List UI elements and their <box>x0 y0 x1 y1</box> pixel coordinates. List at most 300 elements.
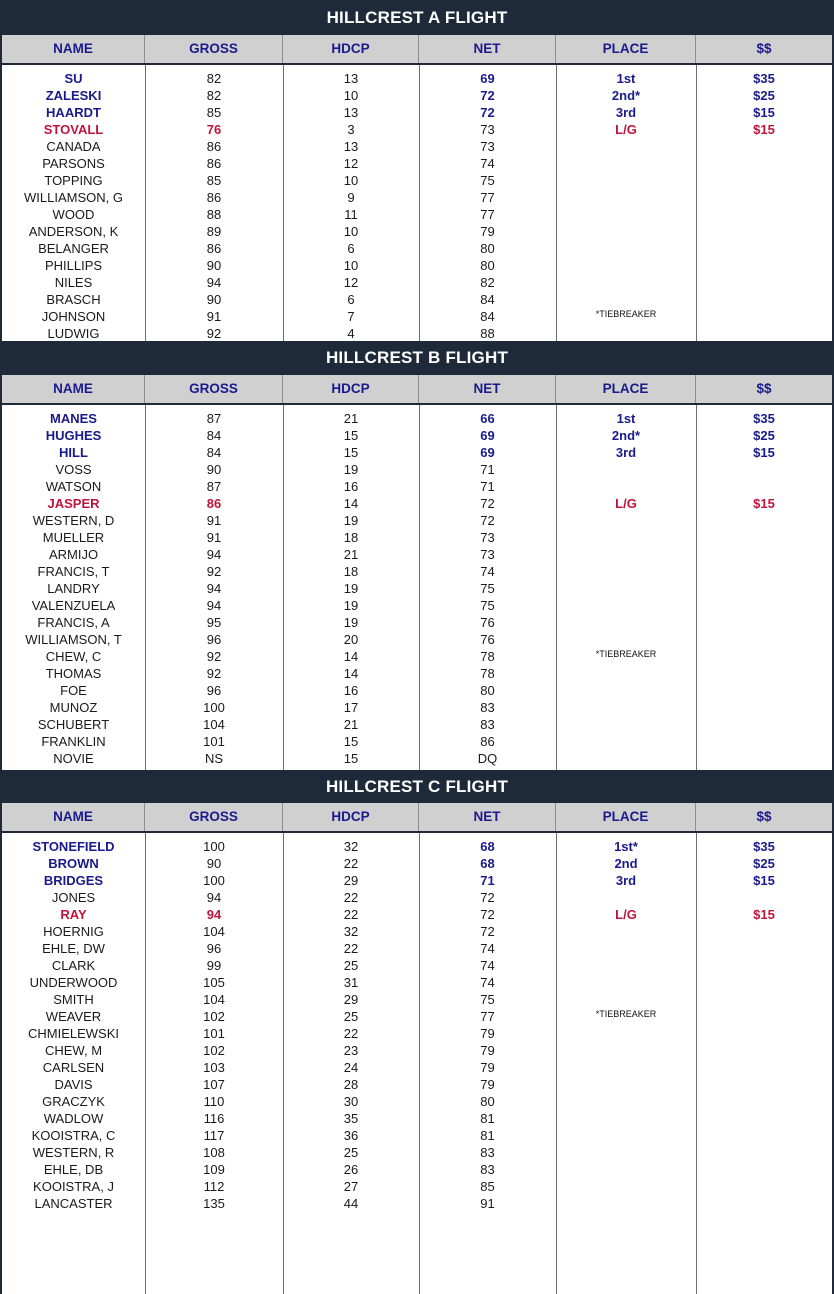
cell-net: 71 <box>480 479 495 494</box>
cell-name: GRACZYK <box>42 1094 105 1109</box>
cell-hdcp: 19 <box>343 581 359 596</box>
cell-net: 74 <box>480 958 495 973</box>
cell-prize <box>696 240 832 257</box>
cell-net: 84 <box>480 292 495 307</box>
cell-name: SMITH <box>53 992 94 1007</box>
cell-name: FRANCIS, A <box>37 615 110 630</box>
cell-net: 75 <box>480 598 495 613</box>
cell-name: ARMIJO <box>48 547 99 562</box>
cell-net: 83 <box>480 700 495 715</box>
cell-hdcp: 22 <box>343 907 359 922</box>
cell-net: 77 <box>480 1009 495 1024</box>
cell-name: VALENZUELA <box>31 598 116 613</box>
cell-net: 79 <box>480 1026 495 1041</box>
cell-gross: 94 <box>206 907 222 922</box>
cell-gross: 86 <box>206 241 222 256</box>
cell-net: 75 <box>480 581 495 596</box>
cell-net: 83 <box>480 1145 495 1160</box>
cell-hdcp: 30 <box>343 1094 359 1109</box>
cell-prize <box>696 325 832 342</box>
cell-name: WILLIAMSON, T <box>25 632 122 647</box>
cell-place: 1st <box>616 411 636 426</box>
cell-place <box>556 1042 696 1059</box>
cell-prize <box>696 563 832 580</box>
cell-net: 79 <box>480 1060 495 1075</box>
cell-place <box>556 223 696 240</box>
cell-net: 75 <box>480 173 495 188</box>
flight-title: HILLCREST B FLIGHT <box>0 341 834 375</box>
cell-gross: 103 <box>203 1060 225 1075</box>
cell-name: BROWN <box>48 856 99 871</box>
cell-prize <box>696 274 832 291</box>
rows-container <box>2 410 832 767</box>
cell-net: 74 <box>480 975 495 990</box>
cell-place: 3rd <box>615 105 637 120</box>
cell-gross: 89 <box>206 224 222 239</box>
cell-place <box>556 733 696 750</box>
cell-gross: 96 <box>206 941 222 956</box>
cell-gross: 85 <box>206 173 222 188</box>
column-header-net: NET <box>419 375 556 403</box>
cell-gross: 92 <box>206 564 222 579</box>
table-row <box>2 189 832 206</box>
cell-hdcp: 27 <box>343 1179 359 1194</box>
table-row <box>2 1093 832 1110</box>
cell-name: LANCASTER <box>34 1196 113 1211</box>
cell-gross: 107 <box>203 1077 225 1092</box>
cell-hdcp: 25 <box>343 1145 359 1160</box>
column-header-place: PLACE <box>556 35 696 63</box>
table-row <box>2 750 832 767</box>
cell-place: L/G <box>615 496 637 511</box>
cell-place <box>556 614 696 631</box>
cell-gross: 85 <box>206 105 222 120</box>
column-header-row <box>2 35 832 65</box>
cell-prize: $25 <box>753 88 775 103</box>
cell-name: LUDWIG <box>47 326 100 341</box>
cell-name: KOOISTRA, C <box>31 1128 116 1143</box>
cell-place <box>556 631 696 648</box>
cell-name: JASPER <box>47 496 100 511</box>
table-row <box>2 597 832 614</box>
cell-place: L/G <box>615 907 637 922</box>
table-row <box>2 495 832 512</box>
table-row <box>2 512 832 529</box>
cell-place <box>556 257 696 274</box>
cell-prize <box>696 733 832 750</box>
cell-place <box>556 940 696 957</box>
cell-gross: 90 <box>206 292 222 307</box>
cell-net: 80 <box>480 258 495 273</box>
cell-hdcp: 25 <box>343 958 359 973</box>
table-row <box>2 872 832 889</box>
cell-hdcp: 10 <box>343 258 359 273</box>
cell-name: PHILLIPS <box>44 258 103 273</box>
table-row <box>2 308 832 325</box>
cell-prize: $35 <box>753 411 775 426</box>
cell-gross: NS <box>204 751 224 766</box>
cell-gross: 104 <box>203 924 225 939</box>
cell-place <box>556 206 696 223</box>
cell-prize <box>696 1144 832 1161</box>
cell-name: FOE <box>60 683 87 698</box>
cell-place <box>556 325 696 342</box>
table-row <box>2 257 832 274</box>
cell-hdcp: 6 <box>347 292 355 307</box>
cell-hdcp: 25 <box>343 1009 359 1024</box>
table-row <box>2 478 832 495</box>
cell-net: 75 <box>480 992 495 1007</box>
column-header-gross: GROSS <box>145 375 283 403</box>
cell-place <box>556 1178 696 1195</box>
column-header-prize: $$ <box>756 381 772 396</box>
cell-place <box>556 546 696 563</box>
flight-title: HILLCREST A FLIGHT <box>0 0 834 35</box>
cell-place <box>556 957 696 974</box>
column-header-prize: $$ <box>756 41 772 56</box>
cell-net: 72 <box>480 907 495 922</box>
table-row <box>2 291 832 308</box>
table-row <box>2 1161 832 1178</box>
cell-name: FRANCIS, T <box>37 564 110 579</box>
column-header-hdcp: HDCP <box>283 803 419 831</box>
table-row <box>2 838 832 855</box>
cell-hdcp: 22 <box>343 856 359 871</box>
cell-place: L/G <box>615 122 637 137</box>
cell-net: 77 <box>480 207 495 222</box>
cell-place: 1st <box>616 71 636 86</box>
cell-hdcp: 29 <box>343 992 359 1007</box>
cell-net: 79 <box>480 224 495 239</box>
cell-prize <box>696 546 832 563</box>
cell-place <box>556 172 696 189</box>
cell-name: HUGHES <box>45 428 102 443</box>
cell-net: 68 <box>480 856 495 871</box>
cell-hdcp: 14 <box>343 649 359 664</box>
cell-name: CARLSEN <box>42 1060 105 1075</box>
cell-gross: 90 <box>206 258 222 273</box>
cell-place <box>556 529 696 546</box>
cell-place <box>556 1110 696 1127</box>
cell-name: EHLE, DB <box>43 1162 104 1177</box>
cell-name: WILLIAMSON, G <box>24 190 123 205</box>
cell-hdcp: 24 <box>343 1060 359 1075</box>
cell-prize <box>696 716 832 733</box>
table-row <box>2 940 832 957</box>
cell-gross: 100 <box>203 839 225 854</box>
cell-place <box>556 1025 696 1042</box>
cell-prize: $15 <box>753 445 775 460</box>
cell-name: CHEW, M <box>44 1043 103 1058</box>
cell-net: 72 <box>480 496 495 511</box>
cell-place <box>556 461 696 478</box>
table-row <box>2 1110 832 1127</box>
cell-prize <box>696 991 832 1008</box>
tiebreaker-note: *TIEBREAKER <box>595 1009 657 1019</box>
cell-hdcp: 10 <box>343 224 359 239</box>
table-row <box>2 1008 832 1025</box>
cell-net: 73 <box>480 547 495 562</box>
cell-hdcp: 18 <box>343 564 359 579</box>
cell-hdcp: 26 <box>343 1162 359 1177</box>
cell-prize <box>696 1008 832 1025</box>
cell-net: 72 <box>480 924 495 939</box>
cell-net: 76 <box>480 632 495 647</box>
cell-gross: 96 <box>206 683 222 698</box>
cell-net: 86 <box>480 734 495 749</box>
cell-name: WESTERN, D <box>32 513 115 528</box>
table-row <box>2 1059 832 1076</box>
cell-prize <box>696 648 832 665</box>
column-header-row <box>2 803 832 833</box>
cell-gross: 91 <box>206 530 222 545</box>
cell-prize <box>696 461 832 478</box>
cell-prize <box>696 597 832 614</box>
column-header-place: PLACE <box>556 375 696 403</box>
cell-net: 79 <box>480 1077 495 1092</box>
cell-name: MUELLER <box>42 530 105 545</box>
cell-name: BELANGER <box>38 241 109 256</box>
cell-prize <box>696 940 832 957</box>
cell-net: 85 <box>480 1179 495 1194</box>
cell-prize: $15 <box>753 105 775 120</box>
cell-name: MUNOZ <box>49 700 98 715</box>
table-row <box>2 923 832 940</box>
cell-net: 73 <box>480 530 495 545</box>
table-row <box>2 580 832 597</box>
cell-name: HAARDT <box>46 105 101 120</box>
cell-name: WATSON <box>45 479 102 494</box>
cell-hdcp: 22 <box>343 941 359 956</box>
cell-gross: 94 <box>206 275 222 290</box>
cell-gross: 104 <box>203 717 225 732</box>
cell-hdcp: 22 <box>343 1026 359 1041</box>
table-row <box>2 529 832 546</box>
cell-hdcp: 11 <box>344 207 358 222</box>
cell-prize <box>696 1025 832 1042</box>
cell-net: 72 <box>480 105 495 120</box>
cell-place <box>556 155 696 172</box>
cell-prize <box>696 1042 832 1059</box>
cell-prize <box>696 172 832 189</box>
cell-gross: 101 <box>203 1026 225 1041</box>
cell-prize <box>696 750 832 767</box>
cell-hdcp: 19 <box>343 513 359 528</box>
table-row <box>2 444 832 461</box>
cell-net: 80 <box>480 1094 495 1109</box>
cell-hdcp: 12 <box>343 275 359 290</box>
cell-net: 82 <box>480 275 495 290</box>
cell-prize <box>696 1110 832 1127</box>
cell-place <box>556 665 696 682</box>
cell-prize <box>696 1076 832 1093</box>
cell-gross: 92 <box>206 649 222 664</box>
flight-section <box>0 770 834 1294</box>
cell-gross: 86 <box>206 496 222 511</box>
cell-gross: 76 <box>206 122 222 137</box>
column-header-row <box>2 375 832 405</box>
cell-name: CHMIELEWSKI <box>27 1026 119 1041</box>
cell-gross: 135 <box>203 1196 225 1211</box>
cell-place <box>556 1059 696 1076</box>
cell-name: WESTERN, R <box>32 1145 115 1160</box>
cell-hdcp: 19 <box>343 615 359 630</box>
cell-place <box>556 1076 696 1093</box>
cell-gross: 94 <box>206 581 222 596</box>
cell-place <box>556 923 696 940</box>
cell-hdcp: 14 <box>343 496 359 511</box>
cell-net: 68 <box>480 839 495 854</box>
cell-place <box>556 274 696 291</box>
cell-name: HOERNIG <box>43 924 104 939</box>
cell-place: 3rd <box>615 445 637 460</box>
cell-net: 74 <box>480 564 495 579</box>
table-row <box>2 1127 832 1144</box>
table-row <box>2 889 832 906</box>
cell-prize <box>696 1161 832 1178</box>
cell-net: 83 <box>480 1162 495 1177</box>
cell-hdcp: 3 <box>347 122 355 137</box>
cell-place <box>556 991 696 1008</box>
cell-net: 79 <box>480 1043 495 1058</box>
cell-gross: 99 <box>206 958 222 973</box>
table-row <box>2 461 832 478</box>
cell-place <box>556 889 696 906</box>
cell-hdcp: 18 <box>343 530 359 545</box>
cell-prize <box>696 889 832 906</box>
cell-hdcp: 16 <box>343 683 359 698</box>
cell-net: 81 <box>480 1111 495 1126</box>
cell-net: 78 <box>480 666 495 681</box>
cell-hdcp: 28 <box>343 1077 359 1092</box>
cell-hdcp: 14 <box>343 666 359 681</box>
table-row <box>2 563 832 580</box>
cell-gross: 91 <box>206 513 222 528</box>
cell-prize <box>696 699 832 716</box>
cell-gross: 109 <box>203 1162 225 1177</box>
cell-net: 66 <box>480 411 495 426</box>
rows-container <box>2 838 832 1212</box>
cell-hdcp: 10 <box>343 173 359 188</box>
cell-net: 74 <box>480 156 495 171</box>
results-table <box>2 405 832 800</box>
cell-gross: 104 <box>203 992 225 1007</box>
cell-gross: 88 <box>206 207 222 222</box>
cell-hdcp: 6 <box>347 241 355 256</box>
cell-hdcp: 36 <box>343 1128 359 1143</box>
cell-net: 73 <box>480 139 495 154</box>
cell-place: 2nd* <box>611 88 641 103</box>
cell-net: 81 <box>480 1128 495 1143</box>
cell-name: MANES <box>50 411 97 426</box>
cell-net: 74 <box>480 941 495 956</box>
cell-name: STONEFIELD <box>32 839 115 854</box>
cell-place <box>556 750 696 767</box>
cell-name: KOOISTRA, J <box>33 1179 114 1194</box>
cell-place <box>556 138 696 155</box>
table-row <box>2 974 832 991</box>
table-row <box>2 1144 832 1161</box>
cell-name: FRANKLIN <box>41 734 106 749</box>
table-row <box>2 631 832 648</box>
cell-hdcp: 23 <box>343 1043 359 1058</box>
flight-section <box>0 341 834 800</box>
cell-net: DQ <box>477 751 498 766</box>
cell-hdcp: 21 <box>343 717 359 732</box>
cell-gross: 84 <box>206 445 222 460</box>
cell-prize <box>696 580 832 597</box>
cell-name: CHEW, C <box>45 649 102 664</box>
table-row <box>2 138 832 155</box>
cell-gross: 86 <box>206 156 222 171</box>
table-row <box>2 665 832 682</box>
cell-net: 84 <box>480 309 495 324</box>
table-row <box>2 546 832 563</box>
cell-place: 2nd <box>614 856 638 871</box>
cell-prize <box>696 1127 832 1144</box>
cell-place <box>556 580 696 597</box>
cell-prize <box>696 512 832 529</box>
cell-name: VOSS <box>55 462 92 477</box>
cell-hdcp: 21 <box>343 411 359 426</box>
cell-prize: $35 <box>753 839 775 854</box>
cell-prize <box>696 1195 832 1212</box>
table-row <box>2 172 832 189</box>
cell-name: TOPPING <box>44 173 103 188</box>
cell-hdcp: 13 <box>343 71 359 86</box>
cell-hdcp: 12 <box>343 156 359 171</box>
cell-hdcp: 15 <box>343 751 359 766</box>
cell-place <box>556 1161 696 1178</box>
cell-hdcp: 10 <box>343 88 359 103</box>
column-header-place: PLACE <box>556 803 696 831</box>
cell-net: 72 <box>480 88 495 103</box>
cell-hdcp: 13 <box>343 139 359 154</box>
cell-prize <box>696 223 832 240</box>
column-header-prize: $$ <box>756 809 772 824</box>
cell-name: STOVALL <box>43 122 104 137</box>
table-row <box>2 274 832 291</box>
cell-gross: 105 <box>203 975 225 990</box>
cell-name: CLARK <box>51 958 96 973</box>
cell-place <box>556 1195 696 1212</box>
cell-name: BRIDGES <box>43 873 104 888</box>
cell-place: 1st* <box>614 839 638 854</box>
tiebreaker-note: *TIEBREAKER <box>595 649 657 659</box>
cell-gross: 117 <box>203 1128 225 1143</box>
cell-gross: 110 <box>203 1094 225 1109</box>
cell-prize <box>696 308 832 325</box>
table-row <box>2 104 832 121</box>
cell-gross: 92 <box>206 326 222 341</box>
table-row <box>2 240 832 257</box>
cell-net: 83 <box>480 717 495 732</box>
cell-place <box>556 291 696 308</box>
cell-hdcp: 4 <box>347 326 355 341</box>
cell-prize <box>696 631 832 648</box>
cell-prize: $25 <box>753 856 775 871</box>
table-row <box>2 614 832 631</box>
cell-prize: $25 <box>753 428 775 443</box>
cell-name: WEAVER <box>45 1009 102 1024</box>
table-row <box>2 155 832 172</box>
cell-place <box>556 974 696 991</box>
cell-prize: $15 <box>753 496 775 511</box>
cell-place: 2nd* <box>611 428 641 443</box>
cell-name: BRASCH <box>46 292 101 307</box>
cell-prize: $15 <box>753 122 775 137</box>
cell-prize <box>696 189 832 206</box>
